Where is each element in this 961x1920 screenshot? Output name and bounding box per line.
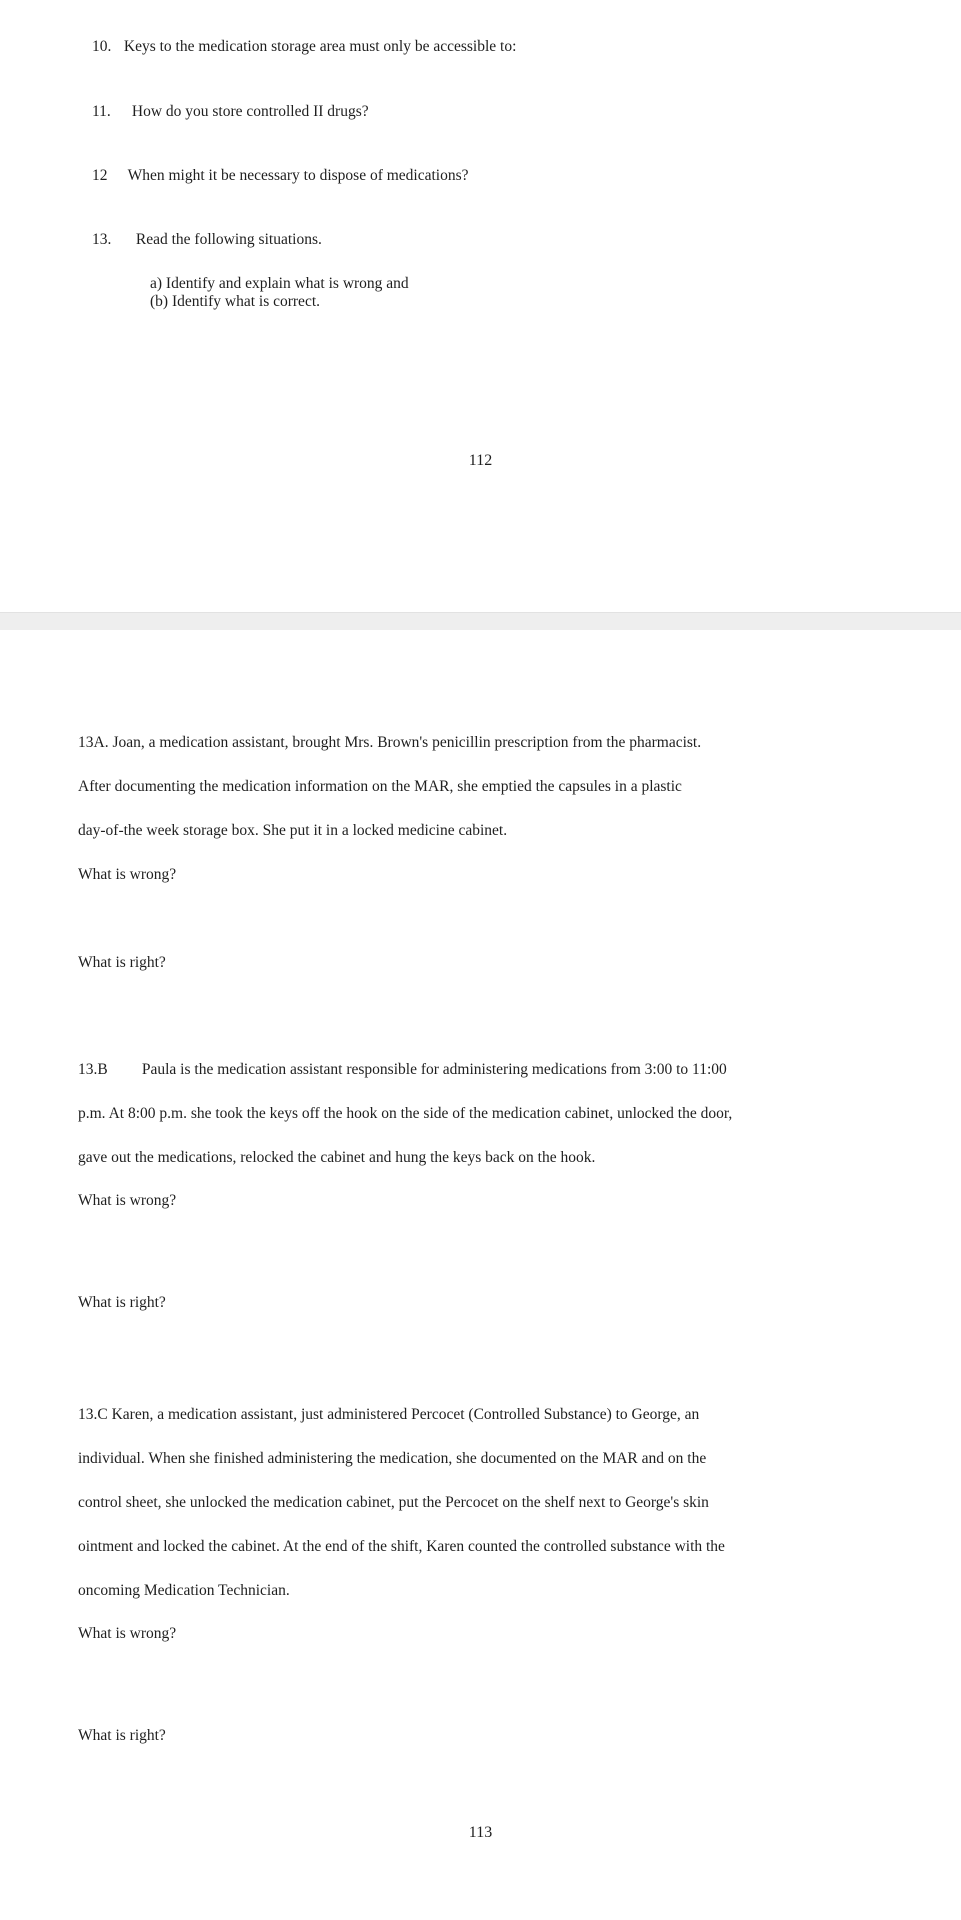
scenario-b-line: gave out the medications, relocked the cabinet and hung the keys back on the hook. [78,1149,596,1166]
page-separator [0,612,961,631]
question-13 [92,231,322,249]
scenario-c-line: individual. When she finished administering the medication, she documented on the MAR and on the [78,1450,707,1467]
question-text: Keys to the medication storage area must only be accessible to: [123,38,517,55]
scenario-c-line: control sheet, she unlocked the medication cabinet, put the Percocet on the shelf next to George's skin [78,1494,709,1511]
scenario-c-line: ointment and locked the cabinet. At the end of the shift, Karen counted the controlled substance with the [78,1538,725,1555]
page-number: 112 [468,452,493,469]
scenario-b-right-prompt: What is right? [78,1294,166,1311]
scenario-b-line: p.m. At 8:00 p.m. she took the keys off the hook on the side of the medication cabinet, unlocked the door, [78,1105,733,1122]
scenario-a-wrong-prompt: What is wrong? [78,866,177,883]
page-number: 113 [468,1824,493,1841]
scenario-a-line: After documenting the medication information on the MAR, she emptied the capsules in a plastic [78,778,682,795]
question-12 [92,167,469,185]
page-113 [0,630,961,1920]
scenario-c-wrong-prompt: What is wrong? [78,1625,177,1642]
question-text: When might it be necessary to dispose of medications? [127,167,469,184]
scenario-c-line: oncoming Medication Technician. [78,1582,290,1599]
question-text: How do you store controlled II drugs? [131,103,369,120]
question-number: 13. [92,231,112,248]
scenario-a-line: day-of-the week storage box. She put it in a locked medicine cabinet. [78,822,508,839]
scenario-b-text: Paula is the medication assistant responsible for administering medications from 3:00 to 11:00 [141,1061,727,1078]
question-10 [92,38,516,56]
question-number: 10. [92,38,112,55]
scenario-b-wrong-prompt: What is wrong? [78,1192,177,1209]
scenario-b-label: 13.B [78,1061,108,1078]
question-number: 11. [92,103,111,120]
scenario-a-line: 13A. Joan, a medication assistant, brought Mrs. Brown's penicillin prescription from the pharmacist. [78,734,702,751]
instruction-a: a) Identify and explain what is wrong and [150,275,409,292]
question-text: Read the following situations. [135,231,322,248]
scenario-c-right-prompt: What is right? [78,1727,166,1744]
instruction-b: (b) Identify what is correct. [150,293,321,310]
question-number: 12 [92,167,108,184]
page-112 [0,0,961,612]
scenario-a-right-prompt: What is right? [78,954,166,971]
scenario-c-line: 13.C Karen, a medication assistant, just administered Percocet (Controlled Substance) to George, an [78,1406,700,1423]
question-11 [92,103,369,121]
scenario-b-line [78,1061,727,1079]
